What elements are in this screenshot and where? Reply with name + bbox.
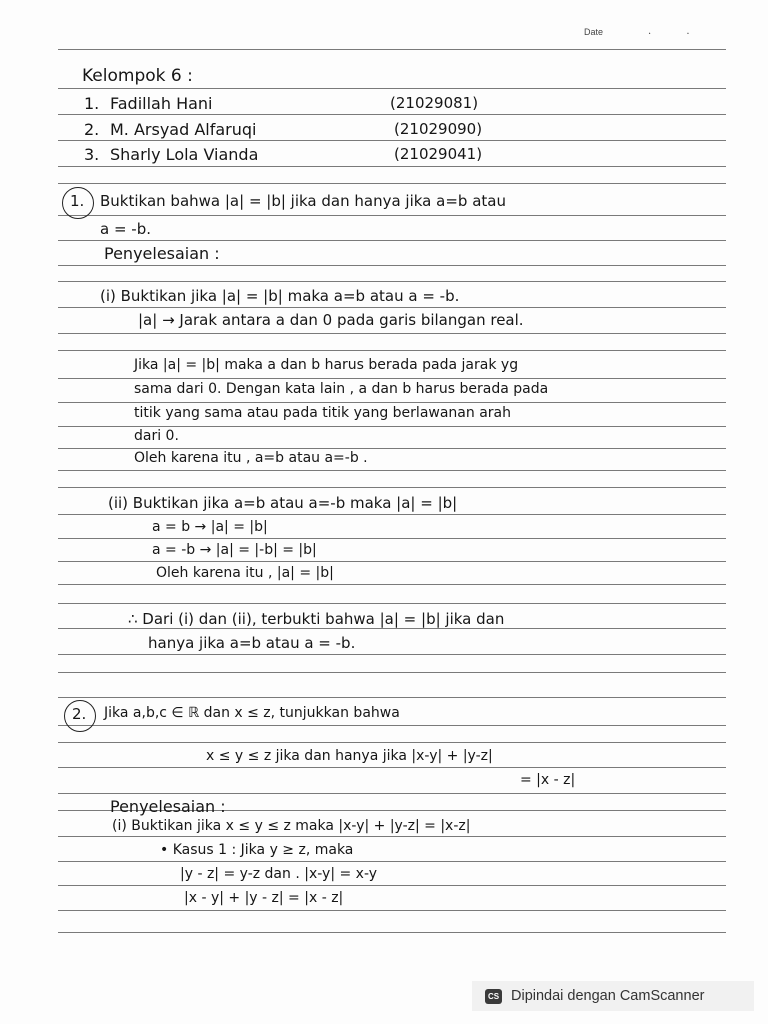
p1-part-i-def-line xyxy=(0,311,768,333)
group-title: Kelompok 6 : xyxy=(82,66,193,86)
p1-part-ii-line xyxy=(0,519,768,541)
member-number: 1. xyxy=(84,94,100,113)
p2-case-step-line xyxy=(0,866,768,888)
member-row xyxy=(0,145,768,167)
p2-case-step-line xyxy=(0,890,768,912)
member-name: Sharly Lola Vianda xyxy=(110,145,259,164)
p2-case-line xyxy=(0,842,768,864)
member-nim: (21029090) xyxy=(394,120,483,138)
p1-part-i-body: titik yang sama atau pada titik yang berlawanan arah xyxy=(134,405,511,421)
watermark-text: Dipindai dengan CamScanner xyxy=(511,988,705,1004)
ruled-line xyxy=(58,932,726,933)
problem1-statement-cont: a = -b. xyxy=(100,220,151,238)
member-row xyxy=(0,94,768,116)
p1-conclusion-line xyxy=(0,450,768,472)
solution-label: Penyelesaian : xyxy=(110,797,226,816)
date-dots: . . xyxy=(648,26,706,37)
p1-body-line xyxy=(0,357,768,379)
p1-part-i-conclusion: Oleh karena itu , a=b atau a=-b . xyxy=(134,450,368,466)
p1-part-ii-title: (ii) Buktikan jika a=b atau a=-b maka |a| = |b| xyxy=(108,494,458,512)
ruled-line xyxy=(58,603,726,604)
solution-label: Penyelesaian : xyxy=(104,244,220,263)
ruled-line xyxy=(58,183,726,184)
member-number: 3. xyxy=(84,145,100,164)
p1-part-i-body: Jika |a| = |b| maka a dan b harus berada pada jarak yg xyxy=(134,357,519,373)
group-title-line xyxy=(0,66,768,88)
ruled-line xyxy=(58,88,726,89)
p1-part-i-definition: |a| → Jarak antara a dan 0 pada garis bilangan real. xyxy=(138,311,524,329)
p1-body-line xyxy=(0,405,768,427)
problem2-statement-line1 xyxy=(0,705,768,727)
problem1-solution-label-line xyxy=(0,244,768,266)
ruled-line xyxy=(58,215,726,216)
problem2-number: 2. xyxy=(72,705,87,723)
problem1-statement-line1 xyxy=(0,192,768,214)
ruled-line xyxy=(58,742,726,743)
p2-case-step: |y - z| = y-z dan . |x-y| = x-y xyxy=(180,866,378,882)
camscanner-watermark xyxy=(472,981,754,1011)
ruled-line xyxy=(58,487,726,488)
problem2-statement-line2 xyxy=(0,748,768,770)
p1-part-i-body: sama dari 0. Dengan kata lain , a dan b harus berada pada xyxy=(134,381,549,397)
problem2-statement: Jika a,b,c ∈ ℝ dan x ≤ z, tunjukkan bahwa xyxy=(104,705,400,721)
p1-part-i-title: (i) Buktikan jika |a| = |b| maka a=b atau a = -b. xyxy=(100,287,460,305)
p1-part-ii-line xyxy=(0,542,768,564)
ruled-line xyxy=(58,333,726,334)
p1-part-i-title-line xyxy=(0,287,768,309)
member-name: Fadillah Hani xyxy=(110,94,213,113)
p1-body-line xyxy=(0,381,768,403)
member-nim: (21029081) xyxy=(390,94,479,112)
p1-part-ii-conclusion: Oleh karena itu , |a| = |b| xyxy=(156,565,334,581)
p2-case-step: |x - y| + |y - z| = |x - z| xyxy=(184,890,344,906)
problem2-solution-label-line xyxy=(0,797,768,819)
p1-part-i-body: dari 0. xyxy=(134,428,179,444)
problem2-statement-cont: x ≤ y ≤ z jika dan hanya jika |x-y| + |y-z| xyxy=(206,748,493,764)
member-name: M. Arsyad Alfaruqi xyxy=(110,120,257,139)
member-number: 2. xyxy=(84,120,100,139)
problem1-statement: Buktikan bahwa |a| = |b| jika dan hanya jika a=b atau xyxy=(100,192,506,210)
p2-part-i-title: (i) Buktikan jika x ≤ y ≤ z maka |x-y| + |y-z| = |x-z| xyxy=(112,818,471,834)
p2-case-1: • Kasus 1 : Jika y ≥ z, maka xyxy=(160,842,354,858)
problem1-number: 1. xyxy=(70,192,85,210)
problem2-statement-cont: = |x - z| xyxy=(520,772,576,788)
ruled-line xyxy=(58,49,726,50)
p1-part-ii-line xyxy=(0,565,768,587)
p1-body-line xyxy=(0,428,768,450)
p1-part-ii-title-line xyxy=(0,494,768,516)
member-nim: (21029041) xyxy=(394,145,483,163)
member-row xyxy=(0,120,768,142)
p2-part-i-title-line xyxy=(0,818,768,840)
p1-final-conclusion-line xyxy=(0,634,768,656)
ruled-line xyxy=(58,350,726,351)
date-label: Date xyxy=(584,27,604,37)
ruled-line xyxy=(58,697,726,698)
p1-part-ii-step: a = -b → |a| = |-b| = |b| xyxy=(152,542,317,558)
p1-final-conclusion-cont: hanya jika a=b atau a = -b. xyxy=(148,634,356,652)
ruled-line xyxy=(58,672,726,673)
p1-final-conclusion: ∴ Dari (i) dan (ii), terbukti bahwa |a| = |b| jika dan xyxy=(128,610,505,628)
p1-final-conclusion-line xyxy=(0,610,768,632)
problem2-statement-line3 xyxy=(0,772,768,794)
problem1-statement-line2 xyxy=(0,220,768,242)
p1-part-ii-step: a = b → |a| = |b| xyxy=(152,519,268,535)
ruled-line xyxy=(58,281,726,282)
camscanner-logo-icon: CS xyxy=(485,989,502,1004)
